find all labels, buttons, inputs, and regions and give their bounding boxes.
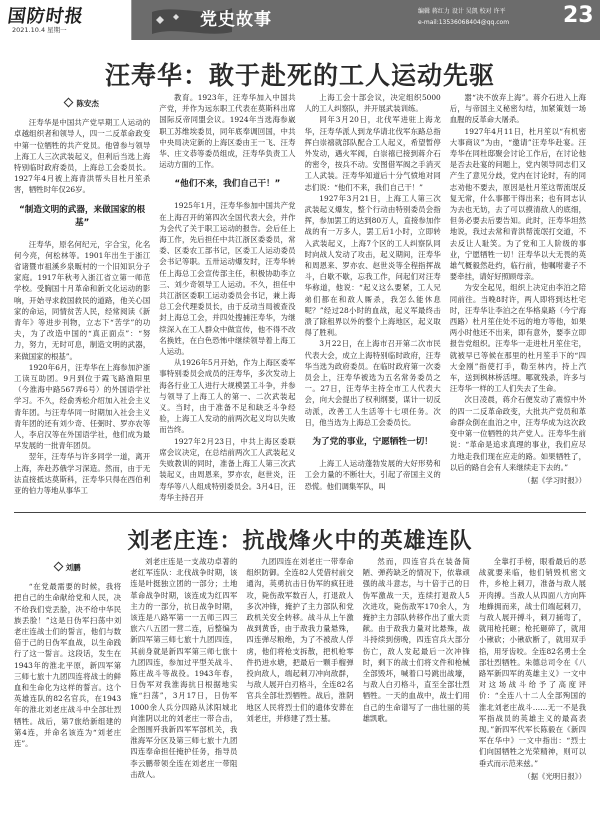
- article2-col4: [363, 556, 470, 821]
- paragraph: 汪寿华，原名何纪元，字合宝，化名何今亮，何松林等。1901年出生于浙江省诸暨市祖溪乡泉畈村的一个旧知识分子家庭。1917年秋考入浙江省立第一师范学校。受胸国十月革命和新文化运动的影响，开始寻求救国救民的道路，他关心国家的命运，同情贫苦人民，经常阅读《新青年》等进步刊物，立志下“苦学”的功夫，为了改造中国的“真正面点”：“努力，努力，无时可息，制造文明的武器，来做国家的根基”。: [14, 239, 151, 361]
- section-divider: [14, 512, 586, 513]
- article1-author: 陈安杰: [76, 99, 99, 108]
- paragraph: 1927年3月21日，上海工人第三次武装起义爆发，整个行动由特别委员会指挥，参加罢工的达到80万人，直接参加作战的有一万多人，罢工后1小时，立即转入武装起义，上海7个区的工人纠察队同时向战人发动了攻击，起义期间，汪寿华和周恩来、罗亦农、赵世炎等全程指挥战斗，白歇不歇，忘我工作，问起们对汪寿华称道，他说：“起义这么要紧，工人兄弟们都在和敌人厮杀，我怎么能休息呢？”经过28小时的血战，起义军最终击溃了除租界以外的整个上海地区，起义取得了胜利。: [304, 193, 441, 338]
- paragraph: 刘老庄连是一支战功卓著的老红军连队：北伐战争时期，该连是叶挺独立团的一部分；土地革命战争时期，该连成为红四军主力的一部分，抗日战争时期，该连是八路军第一一五师三四三旅六八五团一营二连，后整编为新四军第三师七旅十九团四连，其前身就是新四军第三师七旅十九团四连，参加过平型关战斗、陈庄战斗等战役。1943年春，日伪军对我淮海抗日根据地实施“扫荡”，3月17日，日伪军1000余人兵分四路从沭阳城北向淮阴以北的刘老庄一带合击，企图围歼我新四军军部机关，我淮海军分区及第三师七旅十九团四连奉命担任掩护任务，指导员李云鹏带领全连在刘老庄一带阻击敌人。: [130, 557, 238, 779]
- article2-title: 刘老庄连：抗战烽火中的英雄连队: [127, 529, 473, 554]
- paragraph: 上海工会十部会议，决定组织5000人的工人纠察队，并开展武装训练。: [304, 93, 441, 114]
- paragraph: 从1926年5月开始，作为上海区委军事特别委员会成员的汪寿华，多次发动上海各行业工人进行大规模罢工斗争，并参与领导了上海工人的第一、二次武装起义。当时，由于准备不足和缺乏斗争经验，上海工人发动的前两次起义均以失败而告终。: [159, 358, 296, 435]
- diamond-icon: [64, 98, 74, 108]
- paragraph: 教育。1923年，汪寿华加入中国共产党，并作为远东职工代表在莫斯科出席国际反帝同盟会议。1924年当选海参崴职工苏维埃委员，同年底奉调回国，中共中央局决定新的上海区委由王一飞、汪寿华、庄文恭等委员组成，汪寿华负责工人运动方面的工作。: [159, 93, 296, 170]
- staff-line: 编辑 蒋红力 设计 吴凯 校对 许平: [418, 8, 506, 15]
- page-number: 23: [563, 3, 594, 28]
- paragraph: 1920年6月，汪寿华在上海参加沪浙工读互助团。9月到位于霞飞路渔阳里（今淮海中路567弄6号）的外国语学社学习。不久，经俞秀松介绍加入社会主义青年团。与汪寿华同一时期加入社会主义青年团的还有刘少奇、任弼时、罗亦农等人，李启汉等在外国语学社，他们成为最早发展的一批青年团员。: [14, 362, 151, 451]
- article1-body: [14, 92, 586, 507]
- article2-body: [14, 556, 586, 821]
- article2-col5: [479, 556, 586, 821]
- paragraph: 九团四连在刘老庄一带奉命组织防御。全连82人凭借村前交通沟，英勇抗击日伪军的疯狂进攻，毙伤敌军数百人，打退敌人多次冲锋，掩护了主力部队和党政机关安全转移。战斗从上午激战到黄昏，由于敌我力量悬殊，四连弹尽粮绝，为了不被敌人俘虏，他们将枪支拆散，把机枪零件扔进水塘，把最后一颗手榴弹投向敌人，端起刺刀冲向敌群，与敌人展开白刃格斗，全连82名官兵全部壮烈牺牲。战后，淮阴地区人民将烈士们的遗体安葬在刘老庄，并修建了烈士墓。: [246, 557, 354, 723]
- article1-subheading-1: “制造文明的武器，来做国家的根基”: [19, 204, 146, 228]
- article1-title: 汪寿华：敢于赴死的工人运动先驱: [104, 61, 495, 90]
- email-line: e-mail:13536068404@qq.com: [418, 19, 510, 26]
- masthead: [0, 0, 132, 40]
- paragraph: 1927年4月11日，杜月笙以“有机密大事商议”为由，“邀请”汪寿华赴宴。汪寿华在同杜邸聚会讨论工作后，在讨论他是否去赴宴的问题上，党内领导同志们又产生了意见分歧，党内在讨论时，有的同志劝他不要去，原因是杜月笙这帮流氓反复无常，什么事都干得出来；也有同志认为去也无妨，去了可以摸清敌人的底细，但务必要去后要告知。此时，汪寿华坦然地说，我过去常和青洪帮流氓打交道，不去反让人耻笑。为了党和工人阶级的事业，宁愿牺牲一切！汪寿华以大无畏的英雄气概毅然赴约，临行前，他嘱咐妻子不要牵挂，请好好照顾母亲。: [449, 126, 586, 282]
- paragraph: “在党最需要的时候，我将把自己的生命献给党和人民，决不给我们党丢脸，决不给中华民族丢脸！”这是日伪军扫荡中刘老庄连战士们的誓言，他们与数倍于己的日伪军血战，以生命践行了这一誓言。这段话，发生在1943年的淮北平原，新四军第三师七旅十九团四连将战士的鲜血和生命化为这样的誓言。这个英雄连队的82名官兵，在1943年的淮北刘老庄战斗中全部壮烈牺牲。战后，第7旅给新组建的第4连，并命名该连为“刘老庄连”。: [14, 582, 122, 749]
- paragraph: 全靠打手榜，眼看最后的恶战就要来临，他们销毁机密文件，乡枪上刺刀，准备与敌人展开肉搏。当敌人从四面八方向阵地蜂拥而来，战士们端起刺刀，与敌人展开搏斗，刺刀捅弯了，就用枪托砸；枪托砸碎了，就用小锹砍；小锹砍断了，就用双手掐，用牙齿咬。全连82名勇士全部壮烈牺牲。朱德总司令在《八路军新四军的英雄主义》一文中对这场战斗给予了高度评价：“全连八十二人全部殉国的淮北刘老庄战斗……无一不是我军指战员的英雄主义的最高表现。”新四军代军长陈毅在《新四军在华中》一文中指出：“烈士们向国牺牲之光荣精神，则可以垂式而示范来兹。”: [478, 557, 587, 768]
- paragraph: 上海工人运动蓬勃发展的大好形势和工会力量的不断壮大，引起了帝国主义的恐慌。他们调集军队，叫: [304, 459, 441, 491]
- article1-col1: [14, 92, 150, 507]
- paragraph: 嚣“决不放弃上海”。蒋介石进入上海后，与帝国主义秘密勾结，加紧策划一场血腥的反革命大屠杀。: [449, 93, 586, 125]
- paragraph: 1925年1月，汪寿华参加中国共产党在上海召开的第四次全国代表大会，并作为会代了关于职工运动的报告。会后任上海工作，先后担任中共江浙区委委员，常委、区委农工部书记，区委工人运动委员会书记等职。五卅运动爆发时，汪寿华转任上海总工会宣传部主任，积极协助李立三、刘少奇领导工人运动。不久，担任中共江浙区委职工运动委员会书记，兼上海总工会代理委员长，由于反动当局被查没封上海总工会，并四处搜捕汪寿华，为继续深入在工人群众中做宣传，他不得不改名换姓，在白色恐怖中继续领导着上海工人运动。: [159, 201, 296, 357]
- article2-col3: [246, 556, 353, 821]
- paragraph: 汪寿华是中国共产党早期工人运动的卓越组织者和领导人，四一二反革命政变中第一位牺牲的共产党员。他曾参与领导上海工人三次武装起义，但利后当选上海特别临时政府委员，上海总工会委员长。1927年4月被上海青洪帮头目杜月笙杀害，牺牲时年仅26岁。: [14, 118, 151, 195]
- header-band: [0, 0, 600, 40]
- paragraph: 然而，四连官兵在装备简陋、弹药缺乏的情况下，依靠顽强的战斗意志，与十倍于己的日伪军激战一天，连续打退敌人5次进攻，毙伤敌军170余人，为掩护主力部队转移作出了重大贡献。由于敌我力量对比悬殊，战斗持续到傍晚，四连官兵大部分伤亡，敌人发起最后一次冲锋时，剩下的战士们将文件和枪械全部毁坏，喊着口号跳出战壕，与敌人白刃格斗，直至全部壮烈牺牲。一天的血战中，战士们用自己的生命谱写了一曲壮丽的英雄凯歌。: [362, 557, 470, 723]
- article1-col2: [159, 92, 295, 507]
- article2-source: （据《光明日报》）: [523, 771, 587, 781]
- paragraph: 翌年，汪寿华与许多同学一道，离开上海，奔赴苏俄学习深造。然而，由于无法直接抵达莫斯科，汪寿华只得在西伯利亚的伯力等地从事华工: [14, 452, 151, 496]
- paragraph: 为安全起见，组织上决定由李泊之陪同前往。当晚8时许，两人即将到达杜宅时，汪寿华让李泊之在华格臬路（今宁海西路）杜月笙住处不远的地方等他，如果两小时他还不出来，即有意外，要李立即报告党组织。汪寿华一走进杜月笙住宅，就被早已等候在那里的杜月笙手下的“四大金刚”指使打手，勒至林内，持上汽车，送到枫林桥活埋。哪就残杀，许多与汪寿华一样的工人们失去了生命。: [449, 283, 586, 394]
- article1-subheading-2: “他们不来，我们自己干！”: [174, 179, 281, 190]
- article1-subheading-3: 为了党的事业，宁愿牺牲一切！: [312, 437, 433, 448]
- paragraph: 1927年2月23日，中共上海区委联席会议决定，在总结前两次工人武装起义失败教训的同时，准备上海工人第三次武装起义，由周恩来，罗亦农，赵世炎，汪寿华等八人组成特别委员会。3月4日，汪寿华主持召开: [159, 436, 296, 502]
- article1-col3: [305, 92, 441, 507]
- article1-source: （据《学习时报》）: [523, 475, 586, 485]
- staff-info: [418, 6, 558, 28]
- article1-col4: [450, 92, 586, 507]
- article1-byline: [14, 98, 150, 109]
- article2-col1: [14, 556, 121, 821]
- column-name: 党史故事: [200, 10, 272, 30]
- article2-byline: [14, 562, 121, 573]
- paragraph: 同年3月20日，北伐军进驻上海龙华，汪寿华派人到龙华请北伐军东路总指挥白崇禧就部队配合工人起义，希望暂停外发动，遇火军阀，白崇禧已接到蒋介石的密令，按兵不动。安图借军阀之手消灭工人武装。汪寿华知道后十分气愤地对同志们说：“他们不来，我们自己干！”: [304, 115, 441, 192]
- article2-col2: [130, 556, 237, 821]
- article2-author: 刘鹏: [65, 563, 81, 572]
- paragraph: 3月22日，在上海市召开第二次市民代表大会，成立上海特别临时政府，汪寿华当选为政府委员。在临时政府第一次委员会上，汪寿华被选为五名常务委员之一。27日，汪寿华主持全市工人代表大会，向大会提出了权利纲要，谋计一切反动派，改善工人生活等十七项任务。次日，他当选为上海总工会委员长。: [304, 339, 441, 427]
- diamond-icon: [53, 562, 63, 572]
- issue-date: 2021.10.4 星期一: [12, 26, 67, 34]
- paper-name: 国防时报: [6, 6, 86, 27]
- paragraph: 次日凌晨，蒋介石便发动了震惊中外的四一二反革命政变，大批共产党员和革命群众倒在血泊之中，汪寿华成为这次政变中第一位牺牲的共产党人。汪寿华生前说：“革命是追求真理的事业，我们应尽力地走我们现在应走的路。如果牺牲了，以后的路自会有人来继续走下去的。”: [449, 395, 586, 472]
